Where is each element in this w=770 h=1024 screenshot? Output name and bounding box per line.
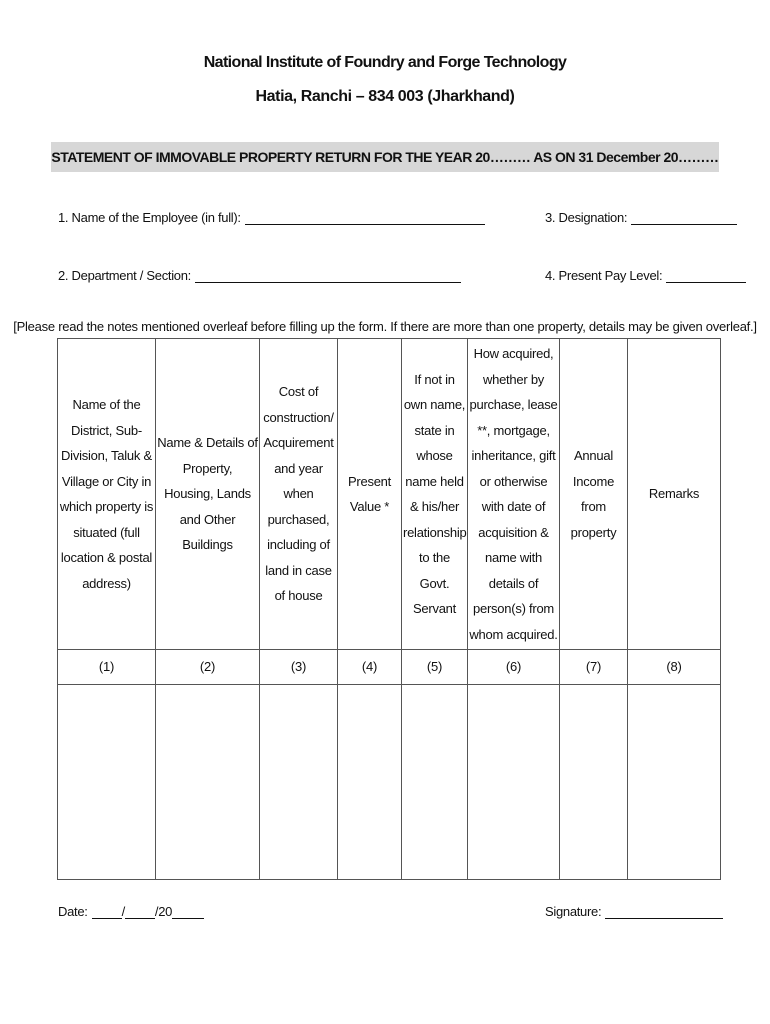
column-number: (6) bbox=[468, 650, 560, 685]
department-field[interactable] bbox=[58, 268, 461, 283]
form-title: STATEMENT OF IMMOVABLE PROPERTY RETURN FOR THE YEAR 20……… AS ON 31 December 20……… bbox=[51, 149, 719, 165]
pay-level-label: 4. Present Pay Level: bbox=[545, 268, 663, 283]
signature-line[interactable] bbox=[605, 904, 723, 919]
header-cell: Present Value * bbox=[338, 339, 402, 650]
designation-line[interactable] bbox=[631, 210, 737, 225]
entry-cell[interactable] bbox=[58, 685, 156, 880]
entry-cell[interactable] bbox=[560, 685, 628, 880]
pay-level-line[interactable] bbox=[666, 268, 746, 283]
entry-cell[interactable] bbox=[628, 685, 721, 880]
entry-row[interactable] bbox=[58, 685, 721, 880]
date-field[interactable] bbox=[58, 904, 204, 919]
date-label: Date: bbox=[58, 904, 88, 919]
column-number: (4) bbox=[338, 650, 402, 685]
department-label: 2. Department / Section: bbox=[58, 268, 191, 283]
date-day-line[interactable] bbox=[92, 904, 122, 919]
column-number: (5) bbox=[402, 650, 468, 685]
form-title-banner bbox=[51, 142, 719, 172]
department-line[interactable] bbox=[195, 268, 461, 283]
signature-label: Signature: bbox=[545, 904, 602, 919]
column-number: (8) bbox=[628, 650, 721, 685]
entry-cell[interactable] bbox=[468, 685, 560, 880]
pay-level-field[interactable] bbox=[545, 268, 746, 283]
date-separator: / bbox=[121, 904, 125, 919]
table-header-row bbox=[58, 339, 721, 650]
employee-name-field[interactable] bbox=[58, 210, 485, 225]
institute-name: National Institute of Foundry and Forge Technology bbox=[203, 54, 567, 71]
header-cell: How acquired, whether by purchase, lease **, mortgage, inheritance, gift or otherwise with date of acquisition & name with details of person(s) from whom acquired. bbox=[468, 339, 560, 650]
signature-field[interactable] bbox=[545, 904, 723, 919]
header-cell: If not in own name, state in whose name held & his/her relationship to the Govt. Servant bbox=[402, 339, 468, 650]
date-year-line[interactable] bbox=[172, 904, 204, 919]
instructions-note: [Please read the notes mentioned overleaf before filling up the form. If there are more than one property, details may be given overleaf.] bbox=[13, 319, 757, 334]
institute-address: Hatia, Ranchi – 834 003 (Jharkhand) bbox=[255, 88, 515, 105]
column-number-row bbox=[58, 650, 721, 685]
entry-cell[interactable] bbox=[156, 685, 260, 880]
header-cell: Annual Income from property bbox=[560, 339, 628, 650]
entry-cell[interactable] bbox=[260, 685, 338, 880]
header-cell: Name of the District, Sub-Division, Taluk & Village or City in which property is situated (full location & postal address) bbox=[58, 339, 156, 650]
employee-name-label: 1. Name of the Employee (in full): bbox=[58, 210, 241, 225]
employee-name-line[interactable] bbox=[245, 210, 485, 225]
designation-label: 3. Designation: bbox=[545, 210, 628, 225]
column-number: (1) bbox=[58, 650, 156, 685]
column-number: (2) bbox=[156, 650, 260, 685]
header-cell: Remarks bbox=[628, 339, 721, 650]
column-number: (3) bbox=[260, 650, 338, 685]
date-year-prefix: /20 bbox=[154, 904, 173, 919]
date-month-line[interactable] bbox=[125, 904, 155, 919]
entry-cell[interactable] bbox=[338, 685, 402, 880]
header-cell: Cost of construction/ Acquirement and year when purchased, including of land in case of house bbox=[260, 339, 338, 650]
column-number: (7) bbox=[560, 650, 628, 685]
entry-cell[interactable] bbox=[402, 685, 468, 880]
designation-field[interactable] bbox=[545, 210, 737, 225]
header-cell: Name & Details of Property, Housing, Lands and Other Buildings bbox=[156, 339, 260, 650]
property-table bbox=[57, 338, 721, 880]
